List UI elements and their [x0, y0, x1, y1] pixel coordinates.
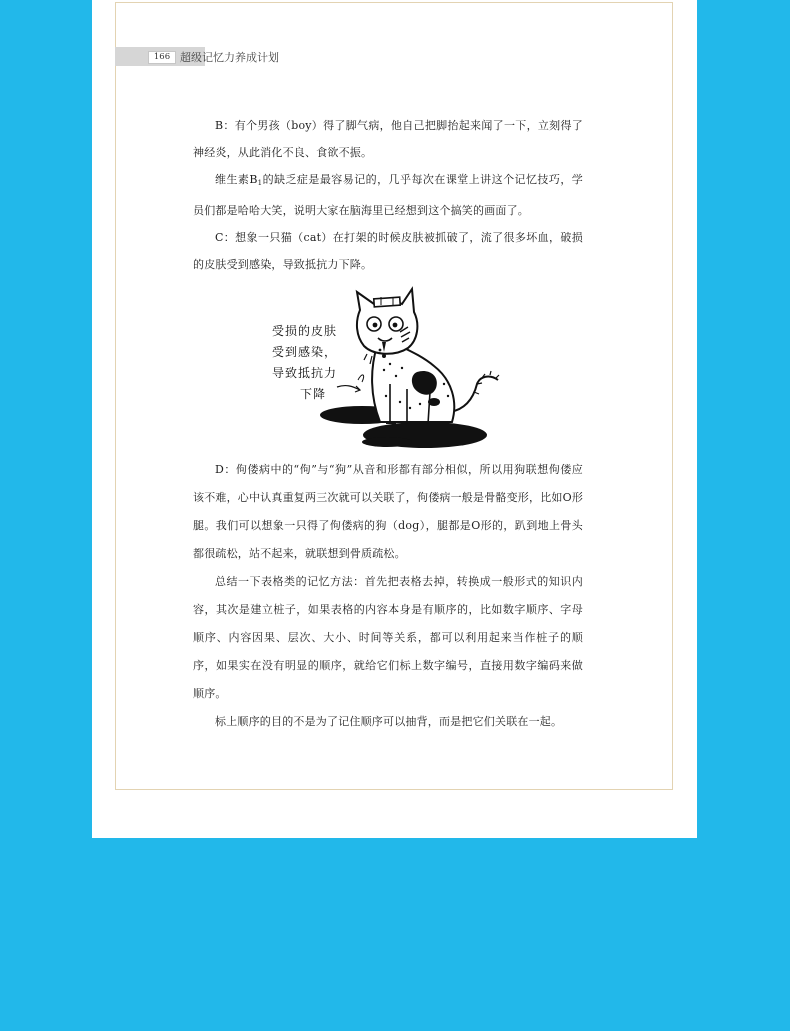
caption-line: 受损的皮肤 [272, 324, 338, 338]
paragraph-vitamin-b1 [193, 166, 583, 224]
vitamin-text: 的缺乏症是最容易记的，几乎每次在课堂上讲这个记忆技巧，学员们都是哈哈大笑，说明大家在脑海里已经想到这个搞笑的画面了。 [193, 173, 583, 217]
caption-line: 下降 [300, 387, 327, 401]
paragraph-conclusion: 标上顺序的目的不是为了记住顺序可以抽背，而是把它们关联在一起。 [215, 715, 563, 728]
vitamin-subscript: 1 [257, 179, 263, 187]
caption-line: 导致抵抗力 [272, 366, 338, 380]
body-text-top [193, 112, 583, 278]
page-number: 166 [148, 51, 176, 64]
running-header-title: 超级记忆力养成计划 [180, 51, 279, 64]
paragraph-c: C：想象一只猫（cat）在打架的时候皮肤被抓破了，流了很多坏血，破损的皮肤受到感染，导致抵抗力下降。 [193, 231, 583, 271]
body-text-bottom [193, 456, 583, 736]
illustration-caption [272, 321, 382, 405]
paragraph-d: D：佝偻病中的“佝”与“狗”从音和形都有部分相似，所以用狗联想佝偻应该不难，心中认真重复两三次就可以关联了，佝偻病一般是骨骼变形，比如O形腿。我们可以想象一只得了佝偻病的狗（dog），腿都是O形的，趴到地上骨头都很疏松，站不起来，就联想到骨质疏松。 [193, 463, 584, 560]
paragraph-b: B：有个男孩（boy）得了脚气病，他自己把脚抬起来闻了一下，立刻得了神经炎，从此消化不良、食欲不振。 [193, 119, 583, 159]
paragraph-summary: 总结一下表格类的记忆方法：首先把表格去掉，转换成一般形式的知识内容，其次是建立桩子，如果表格的内容本身是有顺序的，比如数字顺序、字母顺序、内容因果、层次、大小、时间等关系，都可以利用起来当作桩子的顺序，如果实在没有明显的顺序，就给它们标上数字编号，直接用数字编码来做顺序。 [193, 575, 583, 700]
caption-line: 受到感染， [272, 345, 338, 359]
vitamin-label: 维生素B [215, 173, 258, 186]
